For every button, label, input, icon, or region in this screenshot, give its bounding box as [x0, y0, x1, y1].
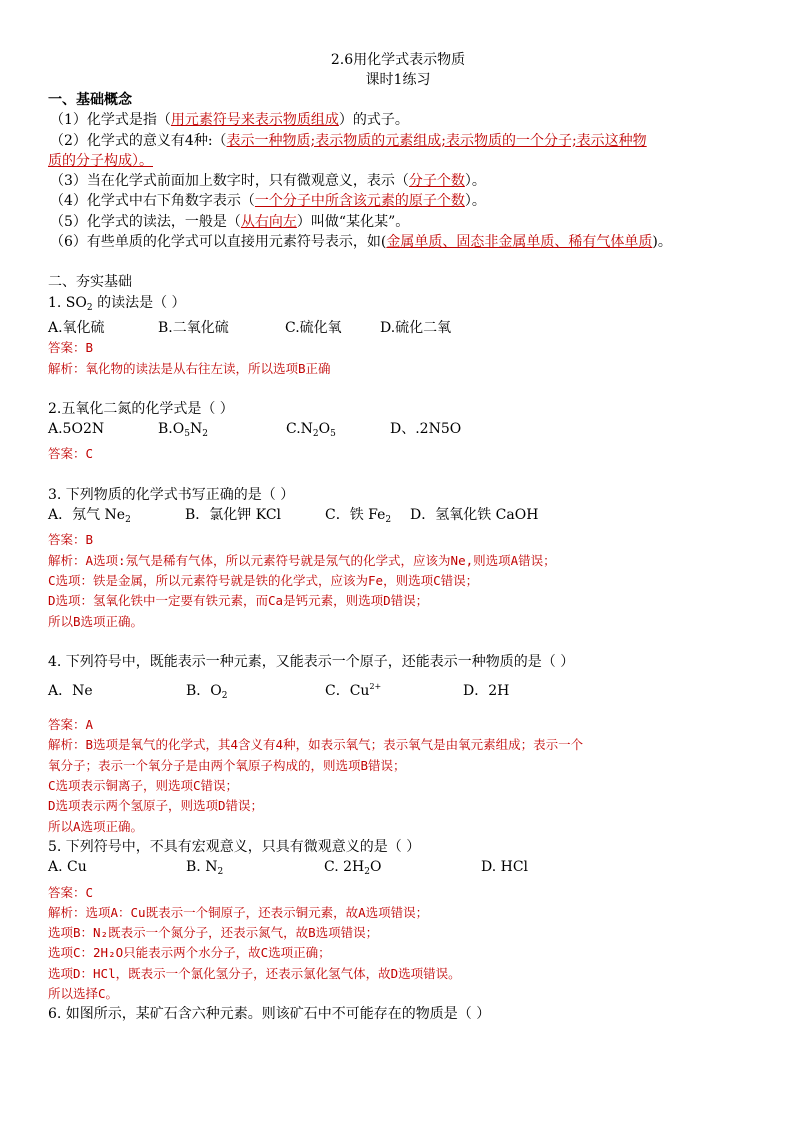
question-3-explanation-line: D选项：氢氧化铁中一定要有铁元素，而Ca是钙元素，则选项D错误；	[48, 593, 429, 609]
page-subtitle: 课时1练习	[365, 72, 431, 88]
option-d: D.硫化二氧	[380, 319, 452, 336]
question-4-explanation-line: 氧分子；表示一个氧分子是由两个氧原子构成的，则选项B错误；	[48, 757, 406, 773]
question-5-explanation-line: 所以选择C。	[48, 985, 119, 1001]
option-c: C．铁 $Fe_2$	[325, 507, 392, 526]
concept-item-5: （5）化学式的读法，一般是（从右向左）叫做“某化某”。	[50, 213, 410, 230]
worksheet-page	[48, 50, 748, 1025]
option-c: C．$Cu^{2+}$	[325, 682, 382, 700]
option-c: C. $2H_2O$	[324, 859, 382, 878]
question-4-answer: 答案：A	[48, 717, 94, 733]
option-b: B．$O_2$	[186, 683, 228, 702]
option-b: B. $N_2$	[186, 859, 224, 878]
concept-item-2: （2）化学式的意义有4种:（表示一种物质;表示物质的元素组成;表示物质的一个分子;表示这种物	[50, 132, 647, 149]
concept-item-2-cont: 质的分子构成）。	[48, 152, 153, 169]
page-title: 2.6用化学式表示物质	[330, 52, 466, 68]
section2-heading: 二、夯实基础	[48, 274, 132, 291]
option-a: A．Ne	[48, 683, 93, 700]
question-3-stem: 3. 下列物质的化学式书写正确的是（ ）	[48, 486, 295, 503]
answer-blank: 用元素符号来表示物质组成	[170, 112, 339, 129]
answer-blank: 表示一种物质;表示物质的元素组成;表示物质的一个分子;表示这种物	[226, 132, 647, 149]
question-1-answer: 答案：B	[48, 340, 94, 356]
question-5-options	[48, 857, 748, 882]
option-a: A.氧化硫	[48, 319, 105, 336]
question-2-options	[48, 419, 748, 444]
option-d: D. HCl	[481, 859, 529, 876]
question-5-explanation-line: 选项D：HCl，既表示一个氯化氢分子，还表示氯化氢气体，故D选项错误。	[48, 965, 461, 981]
question-5-explanation-line: 选项C：2H₂O只能表示两个水分子，故C选项正确；	[48, 945, 331, 961]
option-b: B．氯化钾 KCl	[185, 507, 282, 524]
question-2-stem: 2.五氧化二氮的化学式是（ ）	[48, 400, 234, 417]
question-1-explanation: 解析：氧化物的读法是从右往左读，所以选项B正确	[48, 360, 331, 376]
question-1-stem: 1. $SO_2$ 的读法是（ ）	[48, 294, 186, 313]
question-3-answer: 答案：B	[48, 532, 94, 548]
question-4-explanation-line: C选项表示铜离子，则选项C错误；	[48, 778, 239, 794]
answer-blank: 金属单质、固态非金属单质、稀有气体单质	[386, 234, 653, 251]
question-4-explanation-line: D选项表示两个氢原子，则选项D错误；	[48, 798, 264, 814]
concept-item-4: （4）化学式中右下角数字表示（一个分子中所含该元素的原子个数）。	[50, 193, 486, 210]
question-3-explanation-line: 所以B选项正确。	[48, 613, 144, 629]
answer-blank: 从右向左	[240, 213, 297, 230]
question-5-explanation-line: 解析：选项A：Cu既表示一个铜原子，还表示铜元素，故A选项错误；	[48, 904, 429, 920]
option-a: A. Cu	[48, 859, 87, 876]
question-3-explanation-line: 解析：A选项:氖气是稀有气体，所以元素符号就是氖气的化学式，应该为Ne,则选项A错误；	[48, 552, 556, 568]
option-b: $B.O_5N_2$	[158, 421, 208, 440]
question-3-explanation-line: C选项：铁是金属，所以元素符号就是铁的化学式，应该为Fe，则选项C错误；	[48, 572, 479, 588]
question-5-explanation-line: 选项B：N₂既表示一个氮分子，还表示氮气，故B选项错误；	[48, 925, 379, 941]
concept-item-3: （3）当在化学式前面加上数字时，只有微观意义，表示（分子个数）。	[50, 173, 486, 190]
question-4-explanation-line: 所以A选项正确。	[48, 818, 144, 834]
question-1-options	[48, 318, 748, 338]
question-5-answer: 答案：C	[48, 884, 94, 900]
option-d: D．氢氧化铁 CaOH	[410, 507, 539, 524]
answer-blank: 一个分子中所含该元素的原子个数	[254, 193, 465, 210]
concept-item-6: （6）有些单质的化学式可以直接用元素符号表示，如(金属单质、固态非金属单质、稀有气体单质)。	[50, 234, 672, 251]
option-b: B.二氧化硫	[158, 319, 229, 336]
answer-blank: 分子个数	[408, 173, 465, 190]
question-4-explanation-line: 解析：B选项是氧气的化学式，其4含义有4种，如表示氧气；表示氧气是由氧元素组成；表示一个	[48, 737, 584, 753]
option-a: A．氖气 $Ne_2$	[48, 507, 131, 526]
question-3-options	[48, 505, 748, 530]
concept-item-1: （1）化学式是指（用元素符号来表示物质组成）的式子。	[50, 112, 409, 129]
question-4-stem: 4. 下列符号中，既能表示一种元素，又能表示一个原子，还能表示一种物质的是（ ）	[48, 653, 575, 670]
question-2-answer: 答案：C	[48, 446, 94, 462]
option-c: C.硫化氧	[285, 319, 342, 336]
question-5-stem: 5. 下列符号中，不具有宏观意义，只具有微观意义的是（ ）	[48, 838, 421, 855]
option-d: D、.2N5O	[390, 421, 462, 438]
question-6-stem: 6. 如图所示，某矿石含六种元素。则该矿石中不可能存在的物质是（ ）	[48, 1006, 491, 1023]
answer-blank: 质的分子构成	[48, 152, 132, 169]
question-4-options	[48, 672, 748, 711]
section1-heading: 一、基础概念	[48, 92, 132, 108]
option-d: D．2H	[463, 683, 510, 700]
option-c: $C.N_2O_5$	[286, 421, 336, 440]
option-a: A.5O2N	[48, 421, 105, 438]
